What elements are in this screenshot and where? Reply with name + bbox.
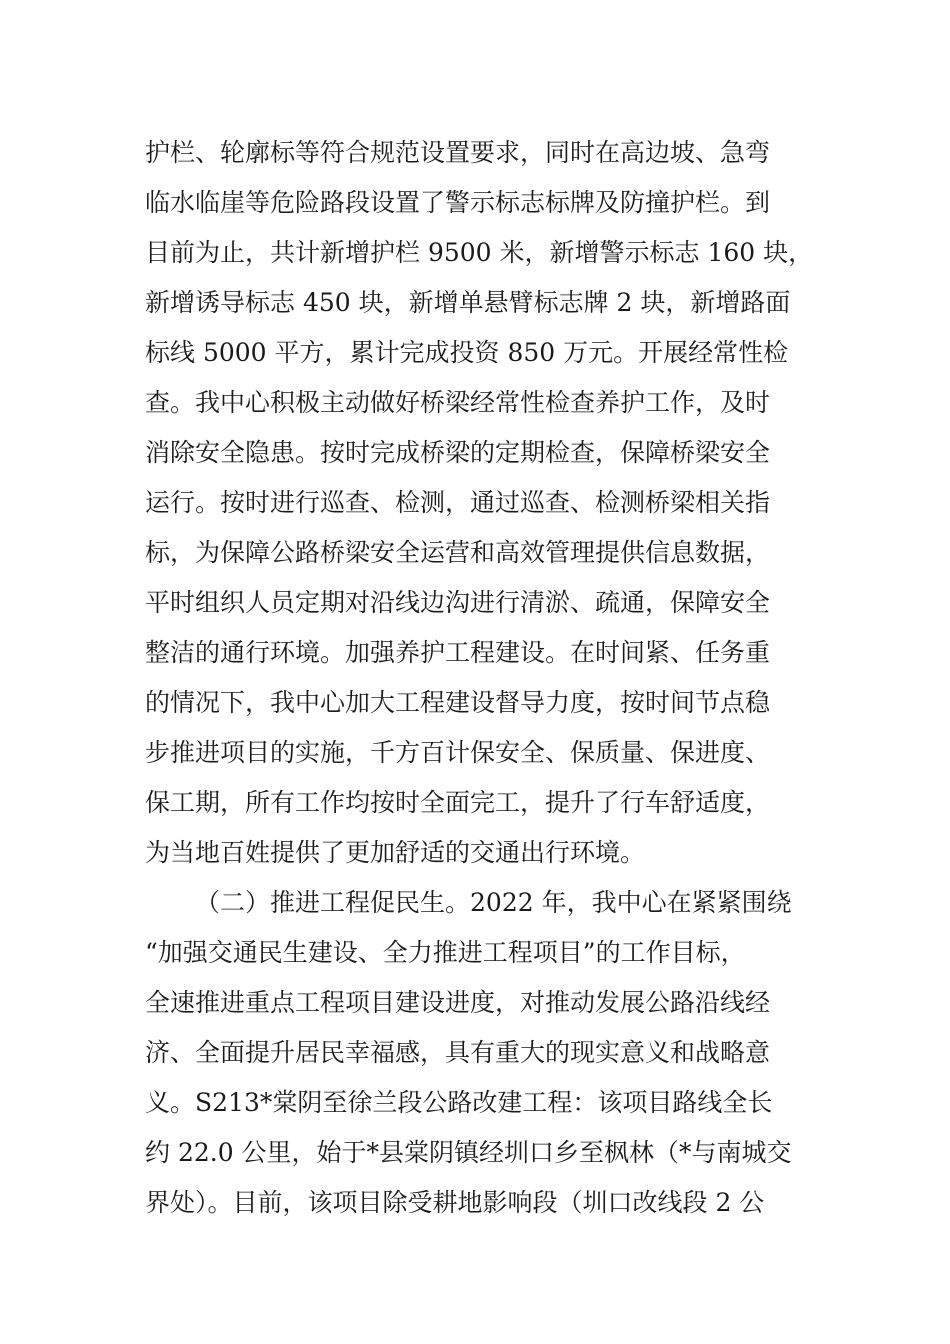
text-line: 全速推进重点工程项目建设进度，对推动发展公路沿线经 [145,988,771,1017]
text-line: 义。S213*棠阴至徐兰段公路改建工程：该项目路线全长 [145,1088,773,1117]
paragraph-start-line: （二）推进工程促民生。2022 年，我中心在紧紧围绕 [195,888,792,917]
text-line: “加强交通民生建设、全力推进工程项目”的工作目标， [145,938,746,967]
text-line: 新增诱导标志 450 块，新增单悬臂标志牌 2 块，新增路面 [145,288,791,317]
text-line: 运行。按时进行巡查、检测，通过巡查、检测桥梁相关指 [145,488,771,517]
text-line: 消除安全隐患。按时完成桥梁的定期检查，保障桥梁安全 [145,438,771,467]
text-line: 标线 5000 平方，累计完成投资 850 万元。开展经常性检 [145,338,789,367]
text-line: 保工期，所有工作均按时全面完工，提升了行车舒适度， [145,788,771,817]
text-line: 步推进项目的实施，千方百计保安全、保质量、保进度、 [145,738,771,767]
text-line: 为当地百姓提供了更加舒适的交通出行环境。 [145,838,646,867]
text-line: 的情况下，我中心加大工程建设督导力度，按时间节点稳 [145,688,771,717]
text-line: 界处）。目前，该项目除受耕地影响段（圳口改线段 2 公 [145,1188,765,1217]
text-line: 平时组织人员定期对沿线边沟进行清淤、疏通，保障安全 [145,588,771,617]
text-line: 济、全面提升居民幸福感，具有重大的现实意义和战略意 [145,1038,771,1067]
body-text [145,128,825,1228]
text-line: 约 22.0 公里，始于*县棠阴镇经圳口乡至枫林（*与南城交 [145,1138,792,1167]
text-line: 护栏、轮廓标等符合规范设置要求，同时在高边坡、急弯 [145,138,771,167]
text-line: 整洁的通行环境。加强养护工程建设。在时间紧、任务重 [145,638,771,667]
text-line: 查。我中心积极主动做好桥梁经常性检查养护工作，及时 [145,388,771,417]
text-line: 标，为保障公路桥梁安全运营和高效管理提供信息数据， [145,538,771,567]
text-line: 临水临崖等危险路段设置了警示标志标牌及防撞护栏。到 [145,188,771,217]
text-line: 目前为止，共计新增护栏 9500 米，新增警示标志 160 块， [145,238,814,267]
